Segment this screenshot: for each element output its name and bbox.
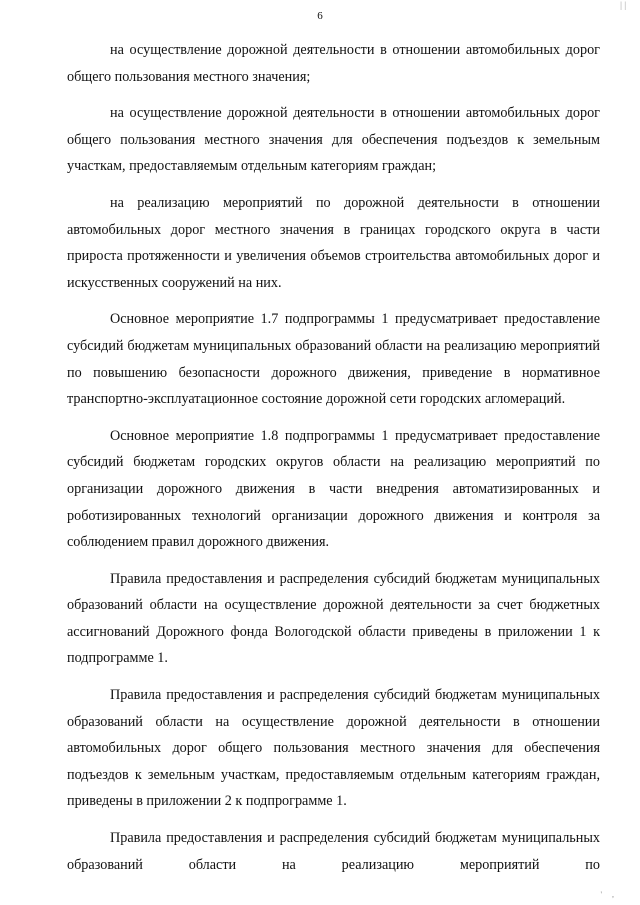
paragraph: Основное мероприятие 1.8 подпрограммы 1 предусматривает предоставление субсидий бюджетам городских округов области на реализацию мероприятий по организации дорожного движения в части внедрения автоматизированных и роботизированных технологий организации дорожного движения и контроля за соблюдением правил дорожного движения. <box>67 427 600 551</box>
page-number: 6 <box>317 10 323 22</box>
scan-corner-mark: | | <box>620 0 626 10</box>
paragraph: на реализацию мероприятий по дорожной деятельности в отношении автомобильных дорог местного значения в границах городского округа в части прироста протяженности и увеличения объемов строительства автомобильных дорог и искусственных сооружений на них. <box>67 194 600 291</box>
paragraph: Основное мероприятие 1.7 подпрограммы 1 предусматривает предоставление субсидий бюджетам муниципальных образований области на реализацию мероприятий по повышению безопасности дорожного движения, приведение в нормативное транспортно-эксплуатационное состояние дорожной сети городских агломераций. <box>67 311 600 408</box>
paragraph: Правила предоставления и распределения субсидий бюджетам муниципальных образований области на осуществление дорожной деятельности за счет бюджетных ассигнований Дорожного фонда Вологодской области приведены в приложении 1 к подпрограмме 1. <box>67 570 600 667</box>
paragraph: на осуществление дорожной деятельности в отношении автомобильных дорог общего пользования местного значения; <box>67 42 600 85</box>
paragraph-continued: Правила предоставления и распределения субсидий бюджетам муниципальных образований области на реализацию мероприятий по <box>67 830 600 873</box>
document-body <box>67 37 600 888</box>
scan-corner-mark: ' , <box>600 890 618 899</box>
paragraph: на осуществление дорожной деятельности в отношении автомобильных дорог общего пользования местного значения для обеспечения подъездов к земельным участкам, предоставляемым отдельным категориям граждан; <box>67 105 600 175</box>
paragraph: Правила предоставления и распределения субсидий бюджетам муниципальных образований области на осуществление дорожной деятельности в отношении автомобильных дорог общего пользования местного значения для обеспечения подъездов к земельным участкам, предоставляемым отдельным категориям граждан, приведены в приложении 2 к подпрограмме 1. <box>67 687 600 810</box>
